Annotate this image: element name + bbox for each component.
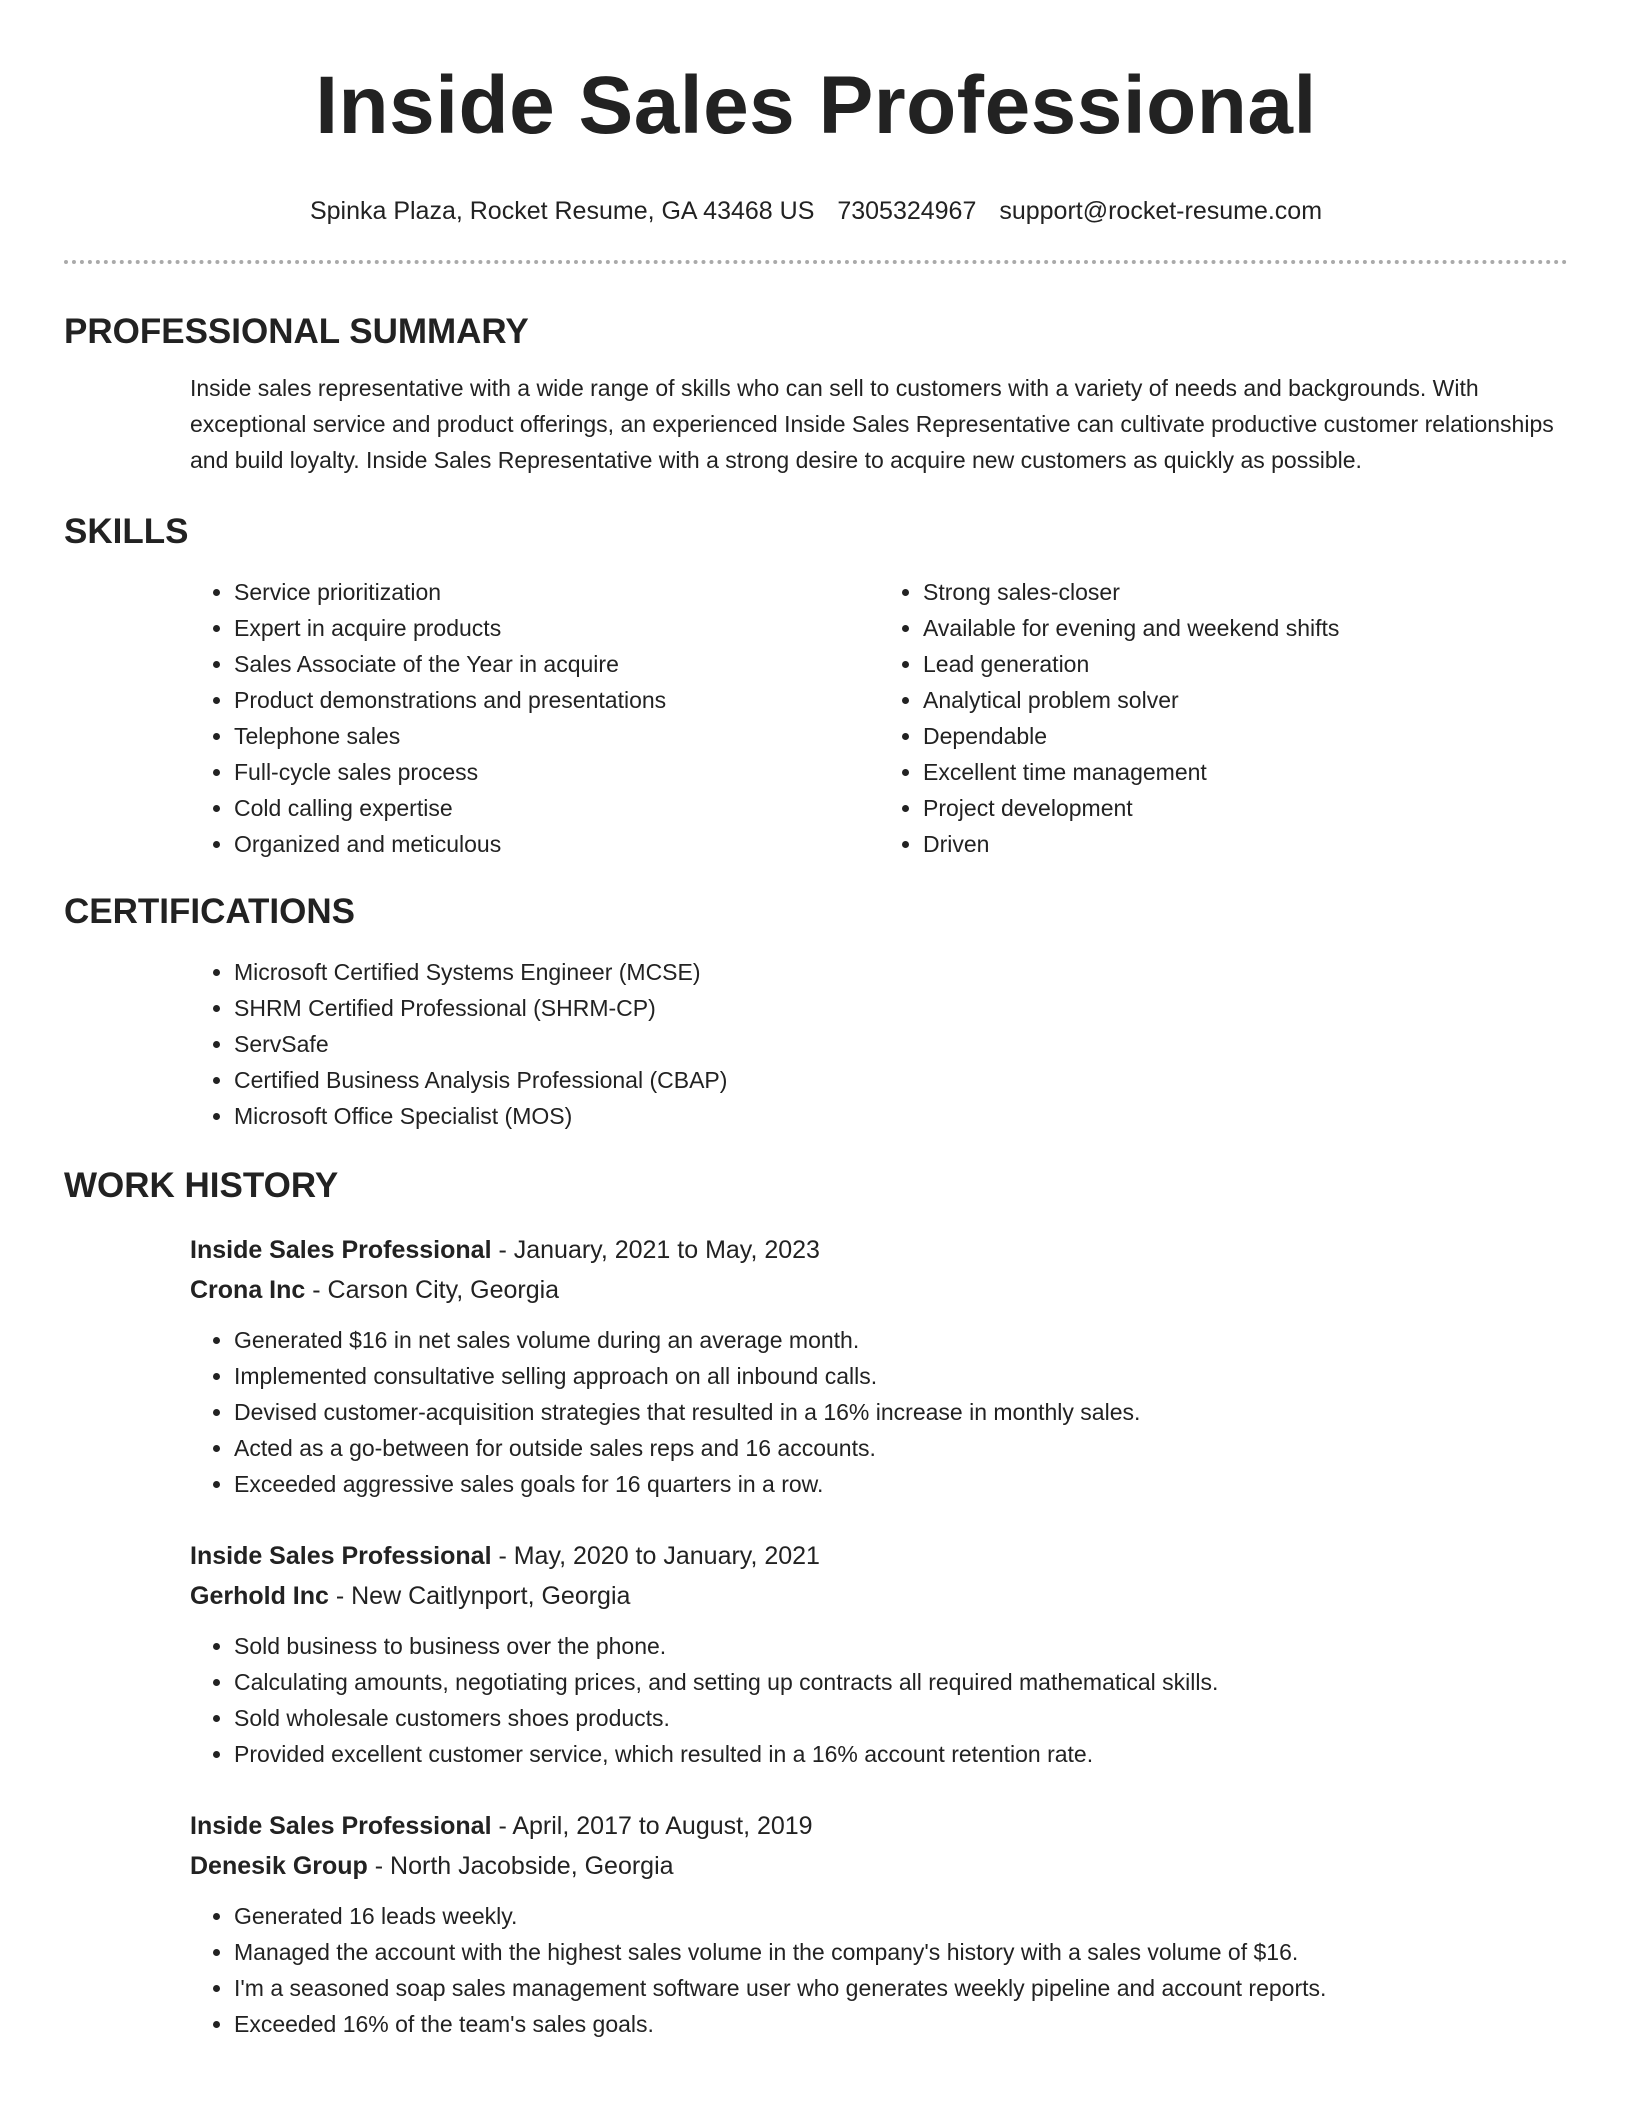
contact-phone: 7305324967 [837,197,977,225]
job-bullet: • Exceeded 16% of the team's sales goals. [234,2006,1568,2042]
skill-item: • Telephone sales [234,718,879,754]
job-role: Inside Sales Professional [190,1812,492,1840]
skill-item: • Service prioritization [234,574,879,610]
skills-heading: SKILLS [64,512,189,551]
skill-item: • Analytical problem solver [923,682,1568,718]
job-bullet: • Generated 16 leads weekly. [234,1898,1568,1934]
job-bullet: • Devised customer-acquisition strategies that resulted in a 16% increase in monthly sales. [234,1394,1568,1430]
job-bullet: • I'm a seasoned soap sales management software user who generates weekly pipeline and account reports. [234,1970,1568,2006]
job-company-line [190,1270,1568,1310]
skill-item: • Project development [923,790,1568,826]
job-bullet: • Managed the account with the highest sales volume in the company's history with a sales volume of $16. [234,1934,1568,1970]
certifications-list [190,954,1568,1134]
summary-heading: PROFESSIONAL SUMMARY [64,312,529,351]
job-location: - New Caitlynport, Georgia [328,1582,631,1610]
job-dates: - April, 2017 to August, 2019 [491,1812,813,1840]
skill-item: • Cold calling expertise [234,790,879,826]
skill-item: • Full-cycle sales process [234,754,879,790]
job-bullet: • Sold wholesale customers shoes products. [234,1700,1568,1736]
job-role: Inside Sales Professional [190,1236,492,1264]
job-company-line [190,1846,1568,1886]
job-dates: - January, 2021 to May, 2023 [491,1236,820,1264]
skill-item: • Dependable [923,718,1568,754]
job-bullet: • Exceeded aggressive sales goals for 16 quarters in a row. [234,1466,1568,1502]
job-bullets [190,1628,1568,1772]
job-bullet: • Sold business to business over the phone. [234,1628,1568,1664]
contact-address: Spinka Plaza, Rocket Resume, GA 43468 US [309,197,815,225]
skills-columns [190,574,1568,862]
job-bullets [190,1322,1568,1502]
job-entry-3 [190,1806,1568,2042]
certification-item: • SHRM Certified Professional (SHRM-CP) [234,990,1568,1026]
skill-item: • Product demonstrations and presentations [234,682,879,718]
job-bullet: • Provided excellent customer service, which resulted in a 16% account retention rate. [234,1736,1568,1772]
job-company: Denesik Group [190,1852,368,1880]
skill-item: • Organized and meticulous [234,826,879,862]
skill-item: • Sales Associate of the Year in acquire [234,646,879,682]
certifications-heading: CERTIFICATIONS [64,892,356,931]
certification-item: • Microsoft Certified Systems Engineer (MCSE) [234,954,1568,990]
skills-list-left [190,574,879,862]
job-bullet: • Generated $16 in net sales volume during an average month. [234,1322,1568,1358]
job-company: Crona Inc [190,1276,306,1304]
summary-text: Inside sales representative with a wide range of skills who can sell to customers with a variety of needs and backgrounds. With exceptional service and product offerings, an experienced Inside Sales Representative can cultivate productive customer relationships and build loyalty. Inside Sales Representative with a strong desire to acquire new customers as quickly as possible. [190,375,1554,473]
job-location: - Carson City, Georgia [305,1276,560,1304]
job-location: - North Jacobside, Georgia [367,1852,674,1880]
skill-item: • Available for evening and weekend shifts [923,610,1568,646]
skill-item: • Lead generation [923,646,1568,682]
job-company: Gerhold Inc [190,1582,329,1610]
job-bullet: • Acted as a go-between for outside sales reps and 16 accounts. [234,1430,1568,1466]
job-title-line [190,1806,1568,1846]
job-title-line [190,1230,1568,1270]
skill-item: • Driven [923,826,1568,862]
job-entry-2 [190,1536,1568,1772]
certification-item: • Microsoft Office Specialist (MOS) [234,1098,1568,1134]
candidate-name: Inside Sales Professional [315,60,1317,151]
contact-email: support@rocket-resume.com [999,197,1323,225]
skill-item: • Excellent time management [923,754,1568,790]
job-role: Inside Sales Professional [190,1542,492,1570]
job-dates: - May, 2020 to January, 2021 [491,1542,820,1570]
job-title-line [190,1536,1568,1576]
skill-item: • Strong sales-closer [923,574,1568,610]
header-divider [64,260,1568,264]
certification-item: • ServSafe [234,1026,1568,1062]
work-history-heading: WORK HISTORY [64,1166,339,1205]
job-entry-1 [190,1230,1568,1502]
certification-item: • Certified Business Analysis Professional (CBAP) [234,1062,1568,1098]
job-company-line [190,1576,1568,1616]
contact-line [64,196,1568,226]
job-bullet: • Implemented consultative selling approach on all inbound calls. [234,1358,1568,1394]
job-bullets [190,1898,1568,2042]
job-bullet: • Calculating amounts, negotiating prices, and setting up contracts all required mathematical skills. [234,1664,1568,1700]
skill-item: • Expert in acquire products [234,610,879,646]
skills-list-right [879,574,1568,862]
